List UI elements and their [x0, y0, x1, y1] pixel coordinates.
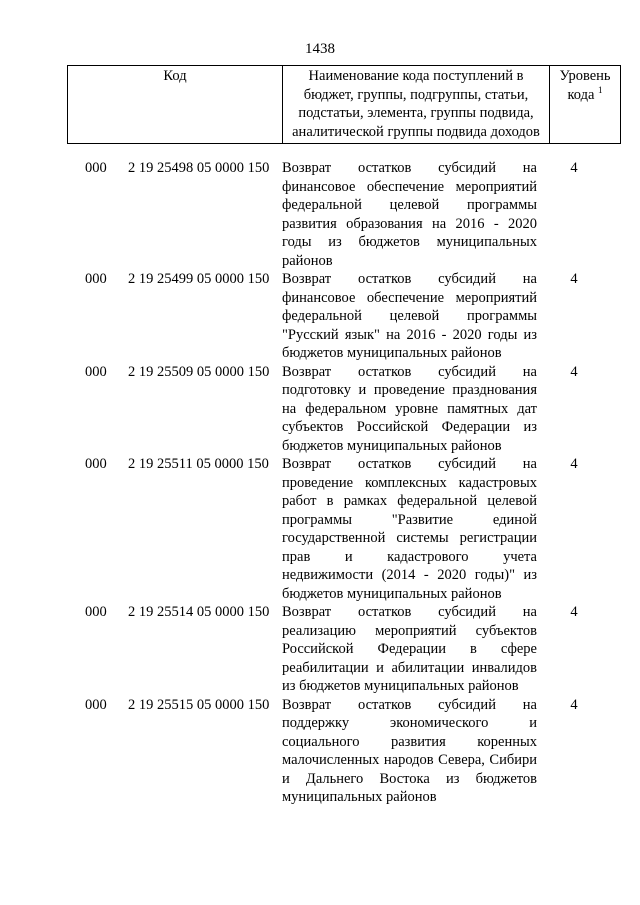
row-level: 4 [570, 363, 578, 380]
row-prefix: 000 [85, 160, 107, 176]
row-name: Возврат остатков субсидий на финансовое обеспечение мероприятий федеральной целевой программы "Русский язык" на 2016 - 2020 годы из бюджетов муниципальных районов [282, 271, 537, 361]
row-code: 2 19 25509 05 0000 150 [128, 363, 270, 380]
header-level-label: Уровень код [559, 68, 611, 103]
row-prefix: 000 [85, 271, 107, 287]
row-name: Возврат остатков субсидий на финансовое обеспечение мероприятий федеральной целевой программы развития образования на 2016 - 2020 годы из бюджетов муниципальных районов [282, 160, 537, 269]
row-name: Возврат остатков субсидий на подготовку и проведение празднования на федеральном уровне памятных дат субъектов Российской Федерации из бюджетов муниципальных районов [282, 363, 537, 454]
row-name: Возврат остатков субсидий на проведение комплексных кадастровых работ в рамках федеральной целевой программы "Развитие единой государственной системы регистрации прав и кадастрового учета недвижимости (2014 - 2020 годы)" из бюджетов муниципальных районов [282, 456, 537, 602]
row-name: Возврат остатков субсидий на реализацию мероприятий субъектов Российской Федерации в сфере реабилитации и абилитации инвалидов из бюджетов муниципальных районов [282, 604, 537, 694]
page-number: 1438 [305, 41, 335, 57]
row-level: 4 [570, 160, 578, 176]
footnote-marker: 1 [598, 84, 603, 95]
table-row [0, 159, 640, 270]
row-prefix: 000 [85, 456, 107, 472]
table-row [0, 603, 640, 696]
header-level-suffix: а [587, 86, 595, 103]
row-code: 2 19 25514 05 0000 150 [128, 604, 270, 620]
row-level: 4 [570, 604, 578, 620]
row-prefix: 000 [85, 604, 107, 620]
row-prefix: 000 [85, 696, 107, 713]
header-row [68, 66, 621, 144]
table-row [0, 455, 640, 603]
header-level-line1 [554, 67, 616, 104]
header-level [550, 66, 621, 144]
row-prefix: 000 [85, 363, 107, 380]
row-code: 2 19 25499 05 0000 150 [128, 271, 270, 287]
row-level: 4 [570, 696, 578, 713]
row-level: 4 [570, 271, 578, 287]
header-code: Код [68, 66, 283, 144]
row-name: Возврат остатков субсидий на поддержку экономического и социального развития коренных малочисленных народов Севера, Сибири и Дальнего Востока из бюджетов муниципальных районов [282, 696, 537, 805]
table-row [0, 363, 640, 456]
row-code: 2 19 25511 05 0000 150 [128, 456, 269, 472]
table-row [0, 696, 640, 807]
table-header [67, 65, 621, 144]
table-body [0, 159, 640, 807]
header-name: Наименование кода поступлений в бюджет, группы, подгруппы, статьи, подстатьи, элемента, группы подвида, аналитической группы подвида доходов [283, 66, 550, 144]
row-code: 2 19 25515 05 0000 150 [128, 696, 270, 713]
row-level: 4 [570, 456, 578, 472]
table-row [0, 270, 640, 363]
row-code: 2 19 25498 05 0000 150 [128, 160, 270, 176]
